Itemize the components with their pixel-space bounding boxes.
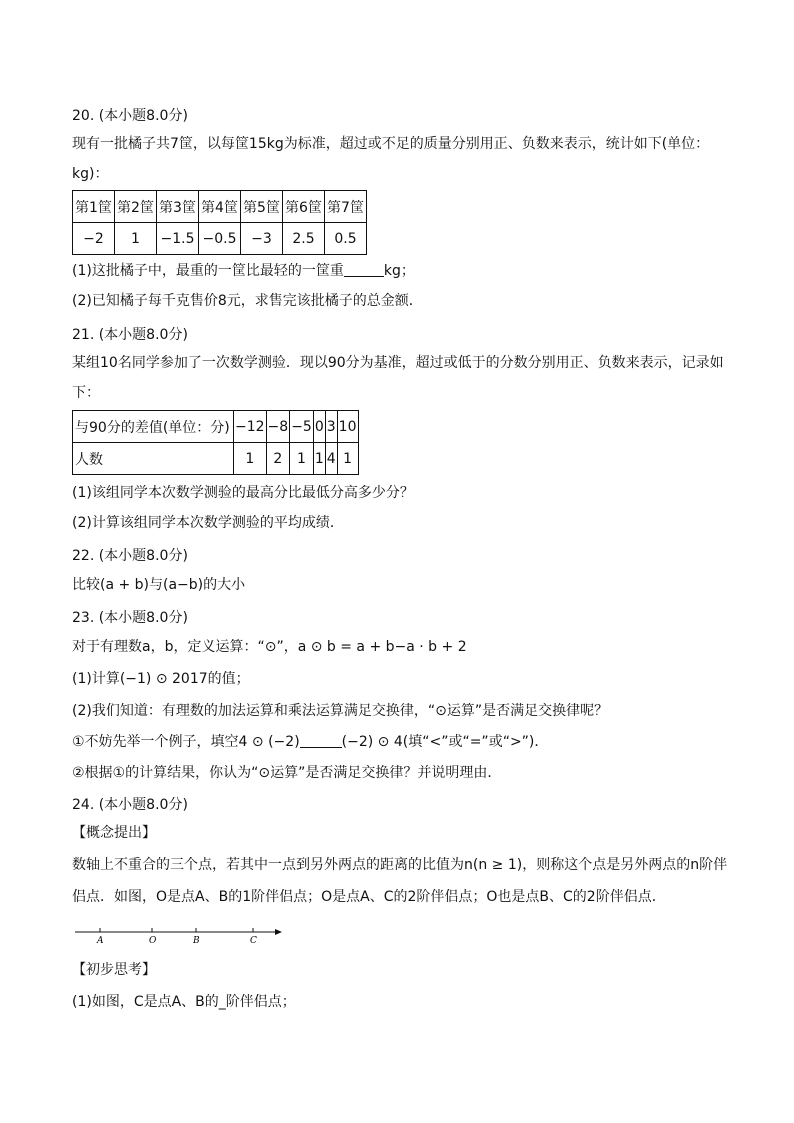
q20-value-cell: −3 <box>241 223 283 255</box>
q21-row2-cell: 4 <box>325 443 337 475</box>
q21-row1-label: 与90分的差值(单位：分) <box>73 411 234 443</box>
q20-stem-line1: 现有一批橘子共7筐，以每筐15kg为标准，超过或不足的质量分别用正、负数来表示，统计如下(单位： <box>72 136 710 152</box>
q20-header-cell: 第4筐 <box>199 191 241 223</box>
q21-table-row-count <box>73 443 359 475</box>
q21-row1-cell: −12 <box>234 411 267 443</box>
q23-sub1-text: ①不妨先举一个例子，填空4 ⊙ (−2) <box>72 734 300 750</box>
number-line-arrow-icon <box>275 929 282 935</box>
q21-row1-cell: −8 <box>266 411 290 443</box>
q23-part1: (1)计算(−1) ⊙ 2017的值； <box>72 671 250 687</box>
q20-table-value-row <box>73 223 367 255</box>
q21-part2: (2)计算该组同学本次数学测验的平均成绩． <box>72 515 344 531</box>
q21-table <box>72 410 359 475</box>
q21-row2-cell: 2 <box>266 443 290 475</box>
q21-stem-line2: 下： <box>72 385 100 401</box>
q21-row2-cell: 1 <box>234 443 267 475</box>
q20-value-cell: 2.5 <box>283 223 325 255</box>
q24-concept-line1: 数轴上不重合的三个点，若其中一点到另外两点的距离的比值为n(n ≥ 1)，则称这个点是另外两点的n阶伴 <box>72 857 728 873</box>
q22-heading: 22. (本小题8.0分) <box>72 548 188 564</box>
q20-header-cell: 第3筐 <box>157 191 199 223</box>
q21-row2-cell: 1 <box>337 443 358 475</box>
point-label-o: O <box>149 936 157 946</box>
q20-header-cell: 第1筐 <box>73 191 115 223</box>
q23-heading: 23. (本小题8.0分) <box>72 610 188 626</box>
q23-sub1 <box>72 732 548 752</box>
q20-value-cell: 1 <box>115 223 157 255</box>
q21-row2-cell: 1 <box>290 443 314 475</box>
q20-value-cell: −1.5 <box>157 223 199 255</box>
q21-row2-label: 人数 <box>73 443 234 475</box>
q20-part1-text: (1)这批橘子中，最重的一筐比最轻的一筐重 <box>72 263 344 279</box>
q21-heading: 21. (本小题8.0分) <box>72 327 188 343</box>
q21-row1-cell: 3 <box>325 411 337 443</box>
q23-part2: (2)我们知道：有理数的加法运算和乘法运算满足交换律，“⊙运算”是否满足交换律呢？ <box>72 703 609 719</box>
number-line-figure <box>75 924 285 946</box>
q20-part1 <box>72 261 415 281</box>
q21-part1: (1)该组同学本次数学测验的最高分比最低分高多少分？ <box>72 485 414 501</box>
q21-row1-cell: −5 <box>290 411 314 443</box>
q20-value-cell: 0.5 <box>325 223 367 255</box>
q24-concept-title: 【概念提出】 <box>72 825 156 841</box>
q20-header-cell: 第5筐 <box>241 191 283 223</box>
q23-sub2: ②根据①的计算结果，你认为“⊙运算”是否满足交换律？并说明理由． <box>72 765 502 781</box>
q20-part1-unit: kg； <box>383 263 415 279</box>
q20-part2: (2)已知橘子每千克售价8元，求售完该批橘子的总金额． <box>72 293 423 309</box>
q20-table <box>72 190 367 255</box>
point-label-c: C <box>250 936 257 946</box>
q21-row1-cell: 10 <box>337 411 358 443</box>
q20-heading: 20. (本小题8.0分) <box>72 108 188 124</box>
q21-row2-cell: 1 <box>313 443 325 475</box>
point-label-b: B <box>193 936 200 946</box>
answer-blank[interactable] <box>344 262 384 277</box>
point-label-a: A <box>97 936 104 946</box>
q22-stem: 比较(a + b)与(a−b)的大小 <box>72 577 246 593</box>
answer-blank[interactable] <box>300 733 342 748</box>
q24-concept-line2: 侣点．如图，O是点A、B的1阶伴侣点；O是点A、C的2阶伴侣点；O也是点B、C的2阶伴侣点． <box>72 889 666 905</box>
q21-row1-cell: 0 <box>313 411 325 443</box>
q20-table-header-row <box>73 191 367 223</box>
q20-value-cell: −0.5 <box>199 223 241 255</box>
q20-header-cell: 第7筐 <box>325 191 367 223</box>
q21-stem-line1: 某组10名同学参加了一次数学测验．现以90分为基准，超过或低于的分数分别用正、负数来表示，记录如 <box>72 355 724 371</box>
q20-header-cell: 第2筐 <box>115 191 157 223</box>
q24-think-part1: (1)如图，C是点A、B的_阶伴侣点； <box>72 994 296 1010</box>
q24-heading: 24. (本小题8.0分) <box>72 797 188 813</box>
q24-think-title: 【初步思考】 <box>72 962 156 978</box>
q20-value-cell: −2 <box>73 223 115 255</box>
q23-stem: 对于有理数a，b，定义运算：“⊙”，a ⊙ b = a + b−a · b + 2 <box>72 639 467 655</box>
q23-sub1-rest: (−2) ⊙ 4(填“<”或“=”或“>”)． <box>341 734 549 750</box>
q20-header-cell: 第6筐 <box>283 191 325 223</box>
q20-stem-line2: kg)： <box>72 166 109 182</box>
q21-table-row-diff <box>73 411 359 443</box>
